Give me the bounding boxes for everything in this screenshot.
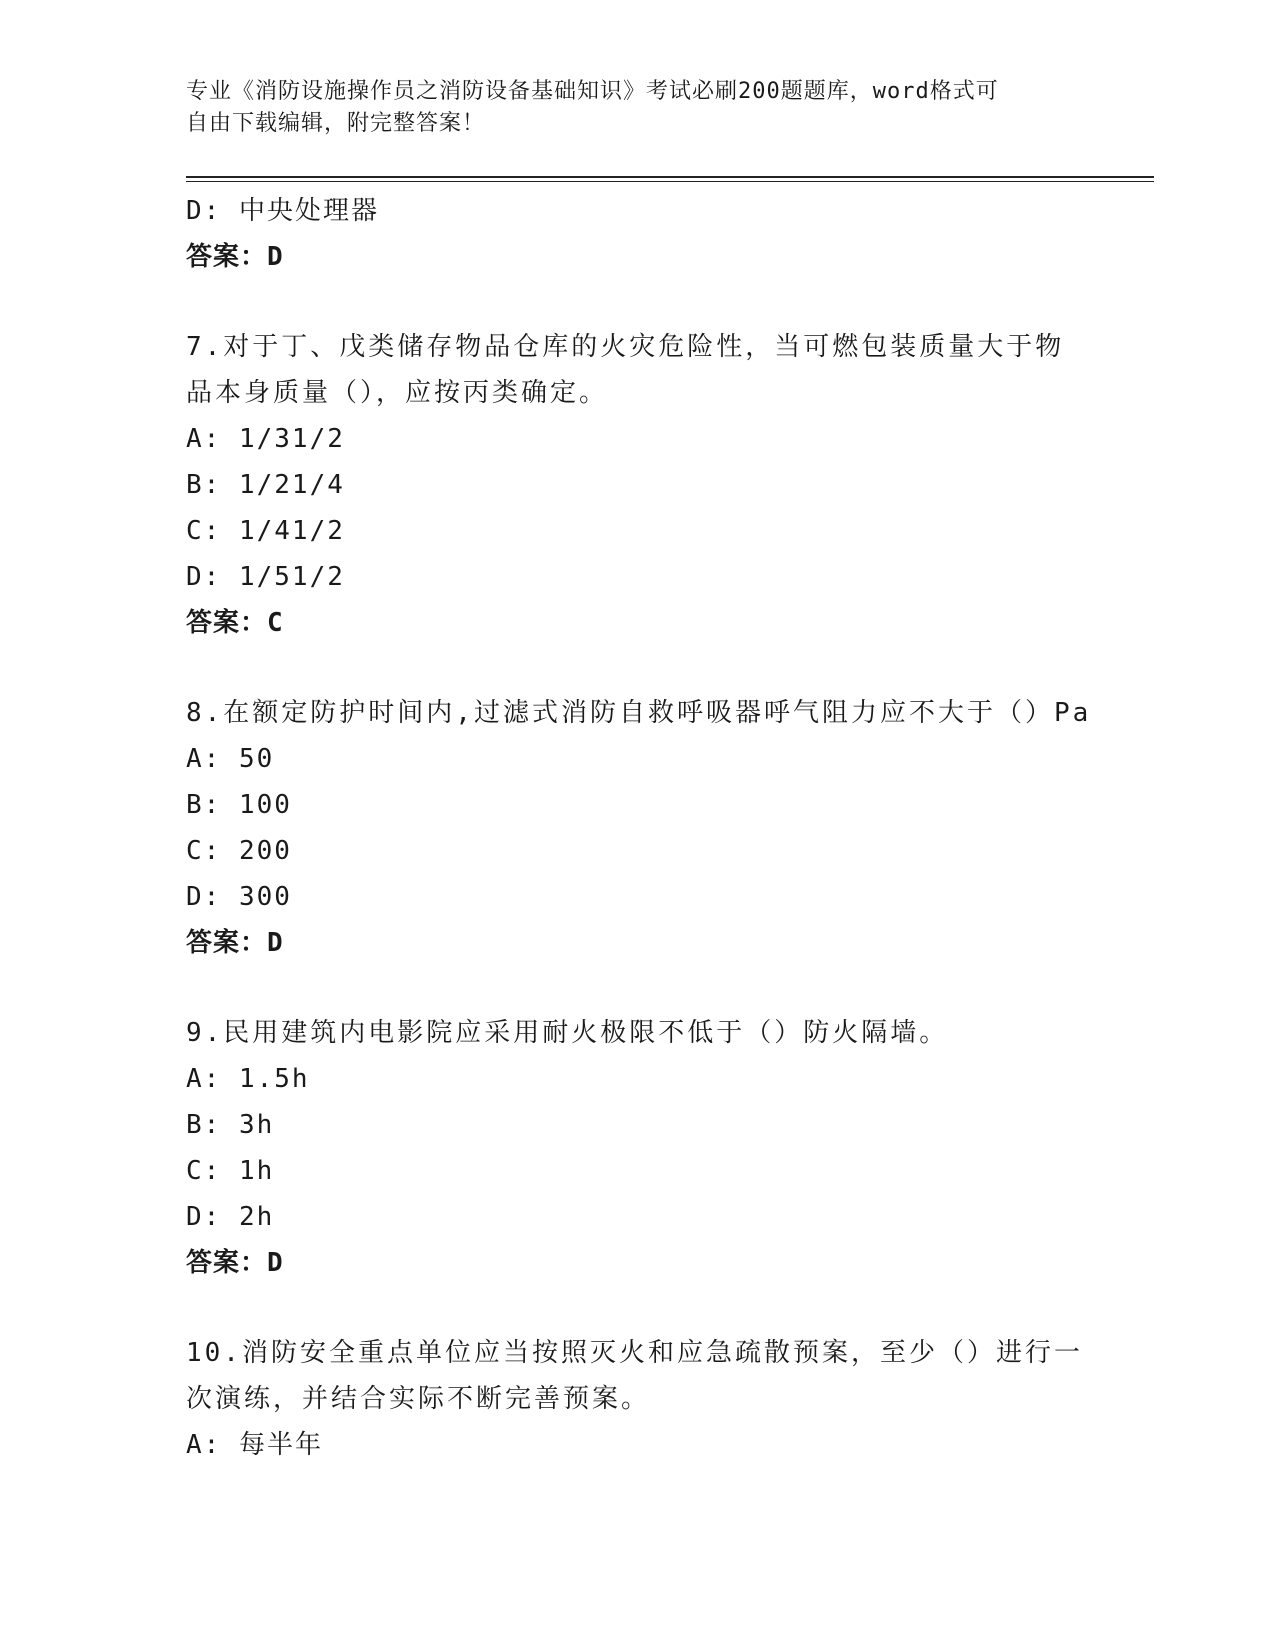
question-8 (186, 690, 1092, 966)
prev-question-option-d: D: 中央处理器 (186, 196, 379, 226)
question-7 (186, 324, 1086, 646)
question-8-answer: 答案：D (186, 928, 284, 958)
question-7-option-d: D: 1/51/2 (186, 562, 345, 592)
question-7-text-line-1: 7.对于丁、戊类储存物品仓库的火灾危险性，当可燃包装质量大于物 (186, 332, 1065, 362)
question-8-option-d: D: 300 (186, 882, 292, 912)
header-divider-thick (186, 176, 1154, 178)
document-header (186, 76, 1066, 140)
header-divider-thin (186, 181, 1154, 182)
question-9-option-b: B: 3h (186, 1110, 275, 1140)
prev-question-answer: 答案：D (186, 242, 284, 272)
question-10 (186, 1330, 1086, 1468)
question-10-text-line-2: 次演练，并结合实际不断完善预案。 (186, 1384, 651, 1414)
question-7-option-c: C: 1/41/2 (186, 516, 345, 546)
header-line-2: 自由下载编辑，附完整答案！ (186, 111, 486, 136)
question-9-text-line-1: 9.民用建筑内电影院应采用耐火极限不低于（）防火隔墙。 (186, 1018, 949, 1048)
question-10-text-line-1: 10.消防安全重点单位应当按照灭火和应急疏散预案，至少（）进行一 (186, 1338, 1083, 1368)
question-7-text-line-2: 品本身质量（），应按丙类确定。 (186, 378, 609, 408)
question-9-answer: 答案：D (186, 1248, 284, 1278)
question-10-option-a: A: 每半年 (186, 1430, 323, 1460)
question-9-option-d: D: 2h (186, 1202, 275, 1232)
question-9-option-c: C: 1h (186, 1156, 275, 1186)
question-9-option-a: A: 1.5h (186, 1064, 310, 1094)
question-8-text-line-1: 8.在额定防护时间内,过滤式消防自救呼吸器呼气阻力应不大于（）Pa (186, 698, 1092, 728)
question-8-option-b: B: 100 (186, 790, 292, 820)
question-7-option-b: B: 1/21/4 (186, 470, 345, 500)
question-7-answer: 答案：C (186, 608, 284, 638)
question-7-option-a: A: 1/31/2 (186, 424, 345, 454)
question-content (186, 188, 1092, 1468)
header-line-1: 专业《消防设施操作员之消防设备基础知识》考试必刷200题题库，word格式可 (186, 79, 999, 104)
question-8-option-c: C: 200 (186, 836, 292, 866)
question-8-option-a: A: 50 (186, 744, 275, 774)
question-9 (186, 1010, 1086, 1286)
